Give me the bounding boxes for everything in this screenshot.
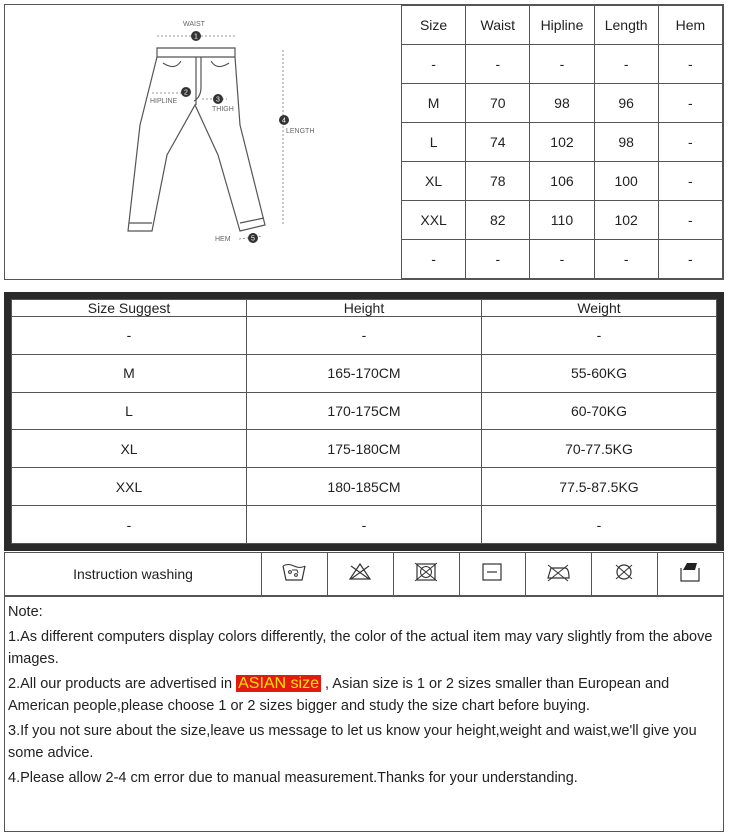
- table-cell: 77.5-87.5KG: [482, 468, 717, 506]
- do-not-tumble-dry-icon: [393, 553, 459, 595]
- table-cell: -: [247, 506, 482, 544]
- washing-instructions-row: [4, 552, 724, 596]
- header-hem: Hem: [658, 6, 722, 45]
- table-cell: M: [12, 354, 247, 392]
- table-cell: -: [466, 45, 530, 84]
- header-size: Size: [402, 6, 466, 45]
- table-cell: 60-70KG: [482, 392, 717, 430]
- table-cell: 170-175CM: [247, 392, 482, 430]
- marker-5-number: 5: [251, 235, 255, 243]
- header-hipline: Hipline: [530, 6, 594, 45]
- marker-3-number: 3: [216, 96, 220, 104]
- header-height: Height: [247, 300, 482, 317]
- table-cell: XXL: [402, 201, 466, 240]
- table-cell: -: [466, 240, 530, 279]
- table-cell: 98: [594, 123, 658, 162]
- table-row: [12, 317, 717, 355]
- header-waist: Waist: [466, 6, 530, 45]
- note-3: 3.If you not sure about the size,leave us message to let us know your height,weight and waist,we'll give you some advice.: [8, 723, 697, 761]
- table-cell: 98: [530, 84, 594, 123]
- table-cell: XXL: [12, 468, 247, 506]
- table-cell: -: [402, 240, 466, 279]
- table-cell: 96: [594, 84, 658, 123]
- note-2-text-cont: , Asian size is 1 or 2 sizes smaller than European and: [321, 676, 670, 692]
- table-cell: XL: [402, 162, 466, 201]
- notes-section: [4, 596, 724, 832]
- table-cell: 180-185CM: [247, 468, 482, 506]
- table-cell: XL: [12, 430, 247, 468]
- pants-measurement-diagram: [5, 5, 400, 279]
- table-cell: -: [658, 201, 722, 240]
- table-row: [402, 45, 723, 84]
- header-length: Length: [594, 6, 658, 45]
- table-cell: -: [530, 240, 594, 279]
- table-cell: -: [482, 506, 717, 544]
- size-table: [401, 5, 723, 279]
- table-cell: -: [658, 123, 722, 162]
- table-row: [12, 468, 717, 506]
- table-row: [12, 430, 717, 468]
- table-row: [12, 354, 717, 392]
- table-cell: 78: [466, 162, 530, 201]
- table-row: [402, 84, 723, 123]
- marker-1-number: 1: [194, 33, 198, 41]
- do-not-dry-clean-icon: [591, 553, 657, 595]
- washing-label: Instruction washing: [73, 566, 193, 582]
- table-cell: L: [12, 392, 247, 430]
- table-cell: -: [658, 84, 722, 123]
- table-cell: -: [482, 317, 717, 355]
- hipline-label: HIPLINE: [150, 98, 178, 105]
- table-cell: 55-60KG: [482, 354, 717, 392]
- note-2: [8, 673, 720, 717]
- table-cell: -: [530, 45, 594, 84]
- table-row: [402, 123, 723, 162]
- notes-title: Note:: [8, 604, 43, 620]
- suggest-table-header: [12, 300, 717, 317]
- table-cell: -: [658, 240, 722, 279]
- table-cell: 175-180CM: [247, 430, 482, 468]
- table-row: [402, 201, 723, 240]
- note-2-line-2: American people,please choose 1 or 2 sizes bigger and study the size chart before buying.: [8, 698, 590, 714]
- dry-flat-icon: [459, 553, 525, 595]
- header-weight: Weight: [482, 300, 717, 317]
- size-table-header: [402, 6, 723, 45]
- washing-table: [5, 553, 723, 595]
- table-cell: 106: [530, 162, 594, 201]
- size-suggest-section: [4, 292, 724, 551]
- table-row: [12, 506, 717, 544]
- table-cell: 70-77.5KG: [482, 430, 717, 468]
- hang-dry-icon: [657, 553, 723, 595]
- table-cell: -: [658, 45, 722, 84]
- thigh-label: THIGH: [212, 106, 234, 113]
- table-cell: 165-170CM: [247, 354, 482, 392]
- table-cell: -: [594, 240, 658, 279]
- table-cell: -: [247, 317, 482, 355]
- table-cell: 110: [530, 201, 594, 240]
- table-cell: M: [402, 84, 466, 123]
- iron-low-icon: [525, 553, 591, 595]
- marker-4-number: 4: [282, 117, 286, 125]
- table-cell: -: [594, 45, 658, 84]
- header-size-suggest: Size Suggest: [12, 300, 247, 317]
- asian-size-highlight: ASIAN size: [238, 675, 320, 692]
- table-cell: 102: [594, 201, 658, 240]
- hem-label: HEM: [215, 236, 231, 243]
- length-label: LENGTH: [286, 128, 315, 135]
- table-cell: L: [402, 123, 466, 162]
- table-cell: 100: [594, 162, 658, 201]
- marker-2-number: 2: [184, 89, 188, 97]
- table-row: [402, 162, 723, 201]
- table-cell: 102: [530, 123, 594, 162]
- size-chart-section: [4, 4, 724, 280]
- table-cell: -: [12, 506, 247, 544]
- note-4: 4.Please allow 2-4 cm error due to manual measurement.Thanks for your understanding.: [8, 770, 578, 786]
- waist-label: WAIST: [183, 21, 205, 28]
- do-not-bleach-icon: [327, 553, 393, 595]
- note-2-text: 2.All our products are advertised in: [8, 676, 237, 692]
- table-cell: -: [402, 45, 466, 84]
- table-cell: 82: [466, 201, 530, 240]
- size-suggest-table: [11, 299, 717, 544]
- table-cell: 70: [466, 84, 530, 123]
- note-1: 1.As different computers display colors differently, the color of the actual item may vary slightly from the above images.: [8, 629, 713, 667]
- table-row: [12, 392, 717, 430]
- hand-wash-icon: [262, 553, 328, 595]
- table-cell: -: [658, 162, 722, 201]
- table-cell: 74: [466, 123, 530, 162]
- table-cell: -: [12, 317, 247, 355]
- table-row: [402, 240, 723, 279]
